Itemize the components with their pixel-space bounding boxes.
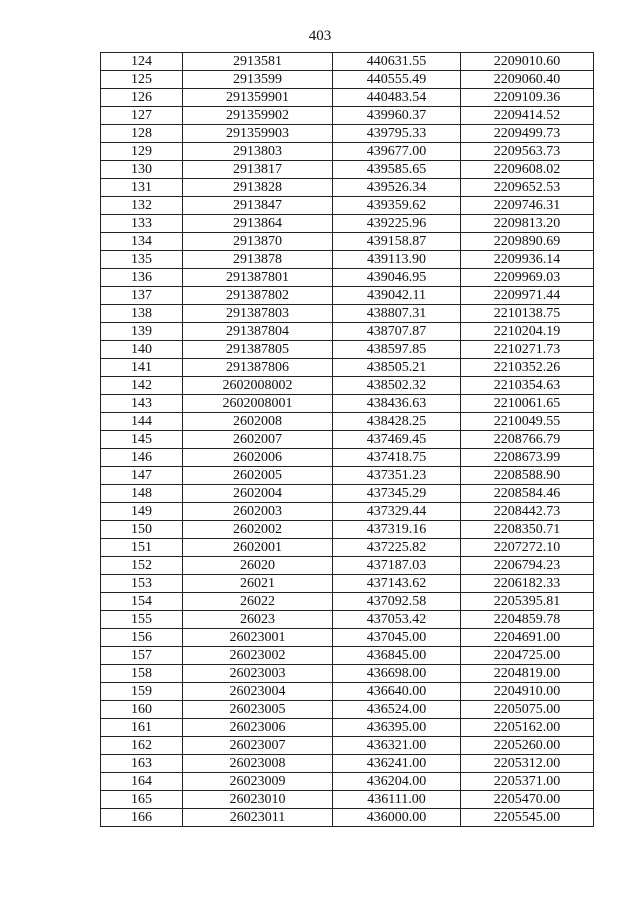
table-row	[101, 683, 594, 701]
coordinates-table-body	[101, 53, 594, 827]
table-row	[101, 557, 594, 575]
point-index-cell: 148	[101, 485, 183, 503]
y-coordinate-cell: 2209499.73	[461, 125, 594, 143]
point-index-cell: 138	[101, 305, 183, 323]
point-code-cell: 26023002	[183, 647, 333, 665]
x-coordinate-cell: 439225.96	[333, 215, 461, 233]
table-row	[101, 431, 594, 449]
table-row	[101, 755, 594, 773]
page-number: 403	[308, 28, 332, 44]
point-code-cell: 26023001	[183, 629, 333, 647]
point-index-cell: 126	[101, 89, 183, 107]
table-row	[101, 143, 594, 161]
point-index-cell: 142	[101, 377, 183, 395]
x-coordinate-cell: 436204.00	[333, 773, 461, 791]
point-index-cell: 145	[101, 431, 183, 449]
coordinates-table	[100, 52, 594, 827]
y-coordinate-cell: 2204691.00	[461, 629, 594, 647]
table-row	[101, 449, 594, 467]
point-code-cell: 2602006	[183, 449, 333, 467]
point-index-cell: 157	[101, 647, 183, 665]
table-row	[101, 323, 594, 341]
x-coordinate-cell: 436698.00	[333, 665, 461, 683]
table-row	[101, 395, 594, 413]
point-index-cell: 130	[101, 161, 183, 179]
table-row	[101, 575, 594, 593]
x-coordinate-cell: 439046.95	[333, 269, 461, 287]
table-row	[101, 485, 594, 503]
y-coordinate-cell: 2209971.44	[461, 287, 594, 305]
x-coordinate-cell: 437319.16	[333, 521, 461, 539]
point-code-cell: 2602005	[183, 467, 333, 485]
y-coordinate-cell: 2206794.23	[461, 557, 594, 575]
x-coordinate-cell: 437329.44	[333, 503, 461, 521]
table-row	[101, 413, 594, 431]
x-coordinate-cell: 439960.37	[333, 107, 461, 125]
x-coordinate-cell: 436241.00	[333, 755, 461, 773]
point-code-cell: 2602007	[183, 431, 333, 449]
x-coordinate-cell: 439158.87	[333, 233, 461, 251]
y-coordinate-cell: 2208766.79	[461, 431, 594, 449]
point-code-cell: 291359901	[183, 89, 333, 107]
table-row	[101, 269, 594, 287]
point-index-cell: 162	[101, 737, 183, 755]
y-coordinate-cell: 2208442.73	[461, 503, 594, 521]
point-index-cell: 159	[101, 683, 183, 701]
x-coordinate-cell: 436321.00	[333, 737, 461, 755]
point-code-cell: 2602008	[183, 413, 333, 431]
table-row	[101, 665, 594, 683]
x-coordinate-cell: 437053.42	[333, 611, 461, 629]
x-coordinate-cell: 439585.65	[333, 161, 461, 179]
x-coordinate-cell: 438428.25	[333, 413, 461, 431]
point-index-cell: 136	[101, 269, 183, 287]
x-coordinate-cell: 440631.55	[333, 53, 461, 71]
y-coordinate-cell: 2205395.81	[461, 593, 594, 611]
point-code-cell: 26023010	[183, 791, 333, 809]
point-code-cell: 2913870	[183, 233, 333, 251]
point-index-cell: 150	[101, 521, 183, 539]
table-row	[101, 179, 594, 197]
point-index-cell: 137	[101, 287, 183, 305]
y-coordinate-cell: 2206182.33	[461, 575, 594, 593]
point-index-cell: 135	[101, 251, 183, 269]
y-coordinate-cell: 2210352.26	[461, 359, 594, 377]
point-index-cell: 156	[101, 629, 183, 647]
y-coordinate-cell: 2205260.00	[461, 737, 594, 755]
table-row	[101, 467, 594, 485]
y-coordinate-cell: 2210049.55	[461, 413, 594, 431]
table-row	[101, 251, 594, 269]
point-code-cell: 26020	[183, 557, 333, 575]
point-code-cell: 26023004	[183, 683, 333, 701]
x-coordinate-cell: 437143.62	[333, 575, 461, 593]
point-index-cell: 151	[101, 539, 183, 557]
y-coordinate-cell: 2205545.00	[461, 809, 594, 827]
table-row	[101, 521, 594, 539]
point-index-cell: 160	[101, 701, 183, 719]
point-code-cell: 26023003	[183, 665, 333, 683]
x-coordinate-cell: 439359.62	[333, 197, 461, 215]
point-index-cell: 152	[101, 557, 183, 575]
point-index-cell: 141	[101, 359, 183, 377]
point-index-cell: 163	[101, 755, 183, 773]
point-code-cell: 291387806	[183, 359, 333, 377]
point-index-cell: 125	[101, 71, 183, 89]
x-coordinate-cell: 437418.75	[333, 449, 461, 467]
point-code-cell: 26023005	[183, 701, 333, 719]
x-coordinate-cell: 439042.11	[333, 287, 461, 305]
point-index-cell: 124	[101, 53, 183, 71]
point-index-cell: 147	[101, 467, 183, 485]
x-coordinate-cell: 436524.00	[333, 701, 461, 719]
x-coordinate-cell: 437351.23	[333, 467, 461, 485]
x-coordinate-cell: 439526.34	[333, 179, 461, 197]
point-code-cell: 291387801	[183, 269, 333, 287]
y-coordinate-cell: 2209563.73	[461, 143, 594, 161]
point-code-cell: 291359902	[183, 107, 333, 125]
x-coordinate-cell: 436111.00	[333, 791, 461, 809]
y-coordinate-cell: 2209969.03	[461, 269, 594, 287]
x-coordinate-cell: 436640.00	[333, 683, 461, 701]
x-coordinate-cell: 440555.49	[333, 71, 461, 89]
point-index-cell: 139	[101, 323, 183, 341]
point-index-cell: 158	[101, 665, 183, 683]
point-code-cell: 2602003	[183, 503, 333, 521]
table-row	[101, 809, 594, 827]
y-coordinate-cell: 2205075.00	[461, 701, 594, 719]
point-index-cell: 127	[101, 107, 183, 125]
table-row	[101, 359, 594, 377]
y-coordinate-cell: 2208673.99	[461, 449, 594, 467]
point-code-cell: 2913864	[183, 215, 333, 233]
table-row	[101, 107, 594, 125]
table-row	[101, 539, 594, 557]
y-coordinate-cell: 2209608.02	[461, 161, 594, 179]
y-coordinate-cell: 2208350.71	[461, 521, 594, 539]
table-row	[101, 629, 594, 647]
x-coordinate-cell: 439677.00	[333, 143, 461, 161]
point-code-cell: 26023008	[183, 755, 333, 773]
x-coordinate-cell: 437092.58	[333, 593, 461, 611]
point-code-cell: 2913817	[183, 161, 333, 179]
y-coordinate-cell: 2204859.78	[461, 611, 594, 629]
point-index-cell: 149	[101, 503, 183, 521]
table-row	[101, 611, 594, 629]
x-coordinate-cell: 439795.33	[333, 125, 461, 143]
x-coordinate-cell: 438502.32	[333, 377, 461, 395]
y-coordinate-cell: 2205312.00	[461, 755, 594, 773]
table-row	[101, 503, 594, 521]
x-coordinate-cell: 438436.63	[333, 395, 461, 413]
y-coordinate-cell: 2209060.40	[461, 71, 594, 89]
x-coordinate-cell: 438597.85	[333, 341, 461, 359]
point-code-cell: 2602004	[183, 485, 333, 503]
point-code-cell: 26023007	[183, 737, 333, 755]
point-index-cell: 166	[101, 809, 183, 827]
point-code-cell: 2913828	[183, 179, 333, 197]
point-index-cell: 133	[101, 215, 183, 233]
point-index-cell: 155	[101, 611, 183, 629]
point-index-cell: 140	[101, 341, 183, 359]
table-row	[101, 341, 594, 359]
x-coordinate-cell: 437225.82	[333, 539, 461, 557]
x-coordinate-cell: 436395.00	[333, 719, 461, 737]
x-coordinate-cell: 438707.87	[333, 323, 461, 341]
table-row	[101, 719, 594, 737]
table-row	[101, 791, 594, 809]
point-code-cell: 26023	[183, 611, 333, 629]
y-coordinate-cell: 2205371.00	[461, 773, 594, 791]
point-code-cell: 2602001	[183, 539, 333, 557]
y-coordinate-cell: 2204910.00	[461, 683, 594, 701]
table-row	[101, 233, 594, 251]
y-coordinate-cell: 2210354.63	[461, 377, 594, 395]
y-coordinate-cell: 2205470.00	[461, 791, 594, 809]
table-row	[101, 287, 594, 305]
table-row	[101, 701, 594, 719]
point-index-cell: 161	[101, 719, 183, 737]
x-coordinate-cell: 439113.90	[333, 251, 461, 269]
table-row	[101, 161, 594, 179]
point-index-cell: 153	[101, 575, 183, 593]
y-coordinate-cell: 2209813.20	[461, 215, 594, 233]
x-coordinate-cell: 438807.31	[333, 305, 461, 323]
point-code-cell: 2913581	[183, 53, 333, 71]
point-code-cell: 2602008001	[183, 395, 333, 413]
point-index-cell: 154	[101, 593, 183, 611]
point-index-cell: 129	[101, 143, 183, 161]
point-index-cell: 144	[101, 413, 183, 431]
y-coordinate-cell: 2209746.31	[461, 197, 594, 215]
table-row	[101, 305, 594, 323]
y-coordinate-cell: 2208584.46	[461, 485, 594, 503]
x-coordinate-cell: 436000.00	[333, 809, 461, 827]
y-coordinate-cell: 2208588.90	[461, 467, 594, 485]
point-code-cell: 2602008002	[183, 377, 333, 395]
x-coordinate-cell: 437045.00	[333, 629, 461, 647]
table-row	[101, 737, 594, 755]
point-code-cell: 26023006	[183, 719, 333, 737]
point-code-cell: 291359903	[183, 125, 333, 143]
y-coordinate-cell: 2209414.52	[461, 107, 594, 125]
table-row	[101, 647, 594, 665]
y-coordinate-cell: 2210204.19	[461, 323, 594, 341]
y-coordinate-cell: 2204725.00	[461, 647, 594, 665]
point-index-cell: 134	[101, 233, 183, 251]
point-code-cell: 2913803	[183, 143, 333, 161]
point-index-cell: 132	[101, 197, 183, 215]
x-coordinate-cell: 438505.21	[333, 359, 461, 377]
y-coordinate-cell: 2204819.00	[461, 665, 594, 683]
x-coordinate-cell: 437469.45	[333, 431, 461, 449]
point-index-cell: 131	[101, 179, 183, 197]
table-row	[101, 197, 594, 215]
y-coordinate-cell: 2207272.10	[461, 539, 594, 557]
x-coordinate-cell: 436845.00	[333, 647, 461, 665]
point-index-cell: 143	[101, 395, 183, 413]
point-code-cell: 2913878	[183, 251, 333, 269]
y-coordinate-cell: 2209936.14	[461, 251, 594, 269]
point-code-cell: 2913599	[183, 71, 333, 89]
y-coordinate-cell: 2209890.69	[461, 233, 594, 251]
table-row	[101, 773, 594, 791]
y-coordinate-cell: 2210271.73	[461, 341, 594, 359]
point-code-cell: 26022	[183, 593, 333, 611]
point-code-cell: 291387805	[183, 341, 333, 359]
point-code-cell: 291387803	[183, 305, 333, 323]
point-index-cell: 165	[101, 791, 183, 809]
point-code-cell: 291387804	[183, 323, 333, 341]
y-coordinate-cell: 2210061.65	[461, 395, 594, 413]
table-row	[101, 125, 594, 143]
y-coordinate-cell: 2210138.75	[461, 305, 594, 323]
y-coordinate-cell: 2209109.36	[461, 89, 594, 107]
point-code-cell: 26023011	[183, 809, 333, 827]
point-index-cell: 146	[101, 449, 183, 467]
y-coordinate-cell: 2205162.00	[461, 719, 594, 737]
point-code-cell: 26021	[183, 575, 333, 593]
point-index-cell: 164	[101, 773, 183, 791]
table-row	[101, 377, 594, 395]
point-code-cell: 2913847	[183, 197, 333, 215]
point-index-cell: 128	[101, 125, 183, 143]
table-row	[101, 593, 594, 611]
x-coordinate-cell: 440483.54	[333, 89, 461, 107]
table-row	[101, 215, 594, 233]
table-row	[101, 71, 594, 89]
x-coordinate-cell: 437187.03	[333, 557, 461, 575]
y-coordinate-cell: 2209010.60	[461, 53, 594, 71]
point-code-cell: 2602002	[183, 521, 333, 539]
x-coordinate-cell: 437345.29	[333, 485, 461, 503]
point-code-cell: 26023009	[183, 773, 333, 791]
y-coordinate-cell: 2209652.53	[461, 179, 594, 197]
table-row	[101, 89, 594, 107]
table-row	[101, 53, 594, 71]
point-code-cell: 291387802	[183, 287, 333, 305]
